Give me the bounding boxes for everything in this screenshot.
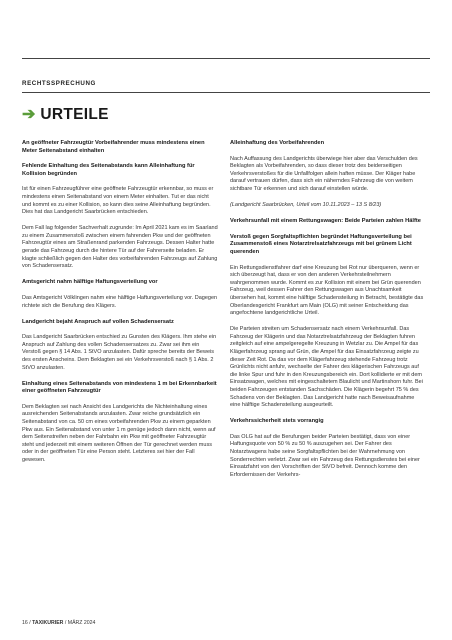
paragraph: Nach Auffassung des Landgerichts überwiege hier aber das Verschulden des Beklagten als Vorbeifahrenden, so dass dieser trotz des beiderseitigen Verkehrsverstoßes für die Unfallfolgen allein haften müsse. Der Kläger habe darauf vertrauen dürfen, dass sich ein näherndes Fahrzeug die von weitem sichtbare Tür erkennen und sich darauf einstellen würde.	[230, 155, 418, 192]
rubric-rule	[22, 92, 430, 93]
page-heading	[22, 106, 109, 124]
page-footer	[22, 620, 95, 626]
left-column	[22, 140, 218, 473]
subheading: Alleinhaftung des Vorbeifahrenden	[230, 140, 325, 146]
citation: (Landgericht Saarbrücken, Urteil vom 10.11.2023 – 13 S 8/23)	[230, 202, 382, 209]
paragraph: Das Landgericht Saarbrücken entschied zu Gunsten des Klägers. Ihm stehe ein Anspruch auf Zahlung des vollen Schadensersatzes zu. Zwar sei ihm ein Verstoß gegen § 14 Abs. 1 StVO anzulasten. Dafür spreche bereits der Beweis des ersten Anscheins. Dem Beklagten sei ein Verkehrsverstoß nach § 1 Abs. 2 StVO anzulasten.	[22, 334, 217, 371]
paragraph: Ist für einen Fahrzeugführer eine geöffnete Fahrzeugtür erkennbar, so muss er mindestens einen Seitenabstand von einem Meter einhalten. Tut er das nicht und kommt es zu einer Kollision, so kann dies seine Alleinhaftung begründen. Dies hat das Landgericht Saarbrücken entschieden.	[22, 186, 214, 216]
right-column	[230, 140, 426, 488]
subheading: Verkehrssicherheit stets vorrangig	[230, 418, 324, 425]
subheading: An geöffneter Fahrzeugtür Vorbeifahrender muss mindestens einen Meter Seitenabstand einhalten	[22, 140, 205, 154]
subheading: Fehlende Einhaltung des Seitenabstands kann Alleinhaftung für Kollision begründen	[22, 163, 195, 177]
section-rubric: RECHTSSPRECHUNG	[22, 80, 96, 87]
page-number: 16	[22, 620, 28, 626]
top-rule	[22, 58, 430, 59]
page-title: URTEILE	[40, 106, 109, 123]
arrow-right-icon: ➔	[22, 106, 36, 123]
subheading: Amtsgericht nahm hälftige Haftungsverteilung vor	[22, 279, 158, 286]
issue-date: / MÄRZ 2024	[63, 620, 96, 626]
subheading: Einhaltung eines Seitenabstands von mindestens 1 m bei Erkennbarkeit einer geöffneten Fahrzeugtür	[22, 380, 217, 395]
paragraph: Dem Beklagten sei nach Ansicht des Landgerichts die Nichteinhaltung eines ausreichenden Seitenabstands anzulasten. Zwar reiche grundsätzlich ein Seitenabstand von ca. 50 cm eines vorbeifahrenden Pkw zu einem geparkten Pkw aus. Ein Seitenabstand von unter 1 m genüge jedoch dann nicht, wenn auf dem Seitenstreifen neben der Fahrbahn ein Pkw mit geöffneter Fahrzeugtür steht und jederzeit mit einem weiteren Öffnen der Tür gerechnet werden muss oder in der geöffneten Tür eine Person steht. Letzteres sei hier der Fall gewesen.	[22, 403, 216, 463]
paragraph: Dem Fall lag folgender Sachverhalt zugrunde: Im April 2021 kam es im Saarland zu einem Zusammenstoß zwischen einem fahrenden Pkw und der geöffneten Fahrzeugtür eines am Straßenrand parkenden Fahrzeugs. Dessen Halter hatte gerade das Fahrzeug durch die hintere Tür auf der Fahrerseite beladen. Er klagte schließlich gegen den Halter des vorbeifahrenden Fahrzeugs auf Zahlung von Schadensersatz.	[22, 225, 218, 270]
footer-separator: /	[27, 620, 33, 626]
paragraph: Das Amtsgericht Völklingen nahm eine hälftige Haftungsverteilung vor. Dagegen richtete sich die Berufung des Klägers.	[22, 294, 218, 309]
paragraph: Das OLG hat auf die Berufungen beider Parteien bestätigt, dass von einer Haftungsquote von 50 % zu 50 % auszugehen sei. Der Fahrer des Notarztwagens habe seine Sorgfaltspflichten bei der Wahrnehmung von Sonderrechten verletzt. Zwar sei ein Fahrzeug des Rettungsdienstes bei einer Einsatzfahrt von den Vorschriften der StVO befreit. Dennoch komme den Erfordernissen der Verkehrs-	[230, 433, 420, 478]
subheading: Verkehrsunfall mit einem Rettungswagen: Beide Parteien zahlen Hälfte	[230, 218, 421, 225]
paragraph: Die Parteien streiten um Schadensersatz nach einem Verkehrsunfall. Das Fahrzeug der Klägerin und das Notarztrelsatzfahrzeug der Beklagten fuhren zeitgleich auf eine ampelgeregelte Kreuzung in Wetzlar zu. Die Ampel für das Klägerfahrzeug sprang auf Grün, die Ampel für das Einsatzfahrzeug zeigte zu dieser Zeit Rot. Da das vor dem Klägerfahrzeug stehende Fahrzeug trotz Grünlichts nicht anfuhr, wechselte der Fahrer des klägerischen Fahrzeugs auf die linke Spur und fuhr in den Kreuzungsbereich ein. Dort kollidierte er mit dem Einsatzwagen, welches mit eingeschaltetem Blaulicht und Martinshorn fuhr. Bei beiden Fahrzeugen entstanden Sachschäden. Die Klägerin begehrt 75 % des Schadens von der Beklagten. Das Landgericht hatte nach Beweisaufnahme eine hälftige Schadensteilung ausgeurteilt.	[230, 326, 423, 409]
subheading: Verstoß gegen Sorgfaltspflichten begründet Haftungsverteilung bei Zusammenstoß eines Notarztrelsatzfahrzeugs mit bei grünem Licht querenden	[230, 233, 412, 255]
paragraph: Ein Rettungsdienstfahrer darf eine Kreuzung bei Rot nur überqueren, wenn er sich überzeugt hat, dass er von den anderen Verkehrsteilnehmern wahrgenommen wurde. Kommt es zur Kollision mit einem bei Grün querenden Fahrzeug, weil dessen Fahrer den Rettungswagen aus Unachtsamkeit übersehen hat, kommt eine hälftige Schadensteilung in Betracht, bestätigte das Oberlandesgericht Frankfurt am Main (OLG) mit seiner Entscheidung das angefochtene landgerichtliche Urteil.	[230, 264, 424, 317]
magazine-name: TAXIKURIER	[32, 620, 64, 626]
subheading: Landgericht bejaht Anspruch auf vollen Schadensersatz	[22, 318, 174, 325]
